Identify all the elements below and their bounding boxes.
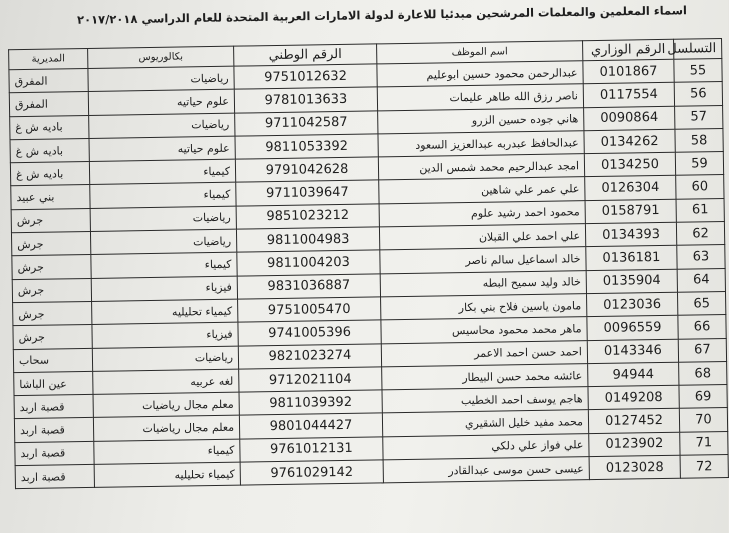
cell-serial: 56	[674, 82, 722, 106]
cell-employee-name: علي عمر علي شاهين	[379, 177, 585, 204]
cell-ministry-number: 0123902	[589, 432, 680, 457]
cell-employee-name: ناصر رزق الله طاهر عليمات	[377, 84, 583, 111]
cell-serial: 67	[678, 338, 726, 362]
cell-directorate: باديه ش غ	[10, 162, 89, 187]
cell-directorate: جرش	[12, 278, 91, 303]
cell-degree: كيمياء تحليليه	[92, 299, 238, 325]
cell-degree: رياضيات	[88, 66, 234, 92]
header-directorate: المديرية	[9, 48, 88, 69]
cell-degree: كيمياء	[90, 183, 236, 209]
cell-employee-name: محمود احمد رشيد علوم	[379, 200, 585, 227]
cell-serial: 65	[677, 291, 725, 315]
cell-directorate: جرش	[11, 232, 90, 257]
cell-national-number: 9811004203	[237, 250, 380, 276]
cell-national-number: 9811039392	[239, 390, 382, 416]
cell-serial: 59	[675, 152, 723, 176]
cell-directorate: قصبة اربد	[15, 441, 94, 466]
cell-ministry-number: 0134250	[584, 152, 675, 177]
cell-degree: كيمياء تحليليه	[94, 462, 240, 488]
cell-national-number: 9801044427	[239, 413, 382, 439]
cell-directorate: قصبة اربد	[14, 418, 93, 443]
cell-serial: 70	[679, 408, 727, 432]
cell-employee-name: احمد حسن احمد الاعمر	[381, 340, 587, 367]
cell-degree: كيمياء	[91, 253, 237, 279]
cell-serial: 58	[675, 128, 723, 152]
header-degree: بكالوريوس	[88, 46, 234, 68]
cell-degree: رياضيات	[90, 229, 236, 255]
cell-directorate: عين الباشا	[14, 371, 93, 396]
cell-directorate: سحاب	[13, 348, 92, 373]
cell-national-number: 9741005396	[238, 320, 381, 346]
cell-ministry-number: 0149208	[588, 385, 679, 410]
cell-degree: رياضيات	[89, 113, 235, 139]
cell-national-number: 9821023274	[238, 343, 381, 369]
cell-serial: 60	[676, 175, 724, 199]
cell-national-number: 9712021104	[239, 367, 382, 393]
cell-serial: 68	[679, 361, 727, 385]
cell-serial: 55	[674, 59, 722, 83]
cell-serial: 66	[678, 315, 726, 339]
cell-employee-name: عبدالحافظ عبدربه عبدالعزيز السعود	[378, 131, 584, 158]
cell-ministry-number: 0126304	[585, 176, 676, 201]
cell-degree: فيزياء	[92, 322, 238, 348]
cell-directorate: باديه ش غ	[10, 138, 89, 163]
cell-ministry-number: 0117554	[583, 83, 674, 108]
header-national-number: الرقم الوطني	[234, 44, 377, 66]
cell-serial: 57	[675, 105, 723, 129]
cell-serial: 61	[676, 198, 724, 222]
cell-national-number: 9781013633	[234, 87, 377, 113]
cell-serial: 64	[677, 268, 725, 292]
cell-employee-name: محمد مفيد خليل الشقيري	[382, 410, 588, 437]
cell-national-number: 9751012632	[234, 64, 377, 90]
cell-degree: كيمياء	[89, 159, 235, 185]
cell-employee-name: علي فواز علي دلكي	[383, 433, 589, 460]
cell-employee-name: خالد وليد سميح البطه	[380, 270, 586, 297]
cell-serial: 63	[677, 245, 725, 269]
cell-degree: علوم حياتيه	[88, 89, 234, 115]
cell-national-number: 9751005470	[238, 297, 381, 323]
cell-degree: معلم مجال رياضيات	[93, 392, 239, 418]
cell-degree: كيمياء	[94, 439, 240, 465]
cell-directorate: جرش	[13, 301, 92, 326]
cell-employee-name: هاجم يوسف احمد الخطيب	[382, 387, 588, 414]
cell-national-number: 9851023212	[236, 204, 379, 230]
header-employee-name: اسم الموظف	[377, 41, 583, 64]
cell-ministry-number: 0123028	[589, 455, 680, 480]
cell-employee-name: ماهر محمد محمود محاسيس	[381, 317, 587, 344]
cell-ministry-number: 0158791	[585, 199, 676, 224]
cell-directorate: المفرق	[9, 92, 88, 117]
cell-degree: لغه عربيه	[93, 369, 239, 395]
cell-directorate: جرش	[11, 208, 90, 233]
cell-national-number: 9761012131	[240, 437, 383, 463]
cell-employee-name: عائشه محمد حسن البيطار	[382, 364, 588, 391]
page-title: اسماء المعلمين والمعلمات المرشحين مبدئيا للاعارة لدولة الامارات العربية المتحدة للعام الدراسي ٢٠١٧/٢٠١٨	[76, 3, 688, 27]
cell-ministry-number: 0136181	[586, 246, 677, 271]
cell-national-number: 9711039647	[236, 180, 379, 206]
cell-national-number: 9711042587	[235, 111, 378, 137]
cell-directorate: بني عبيد	[11, 185, 90, 210]
cell-national-number: 9811053392	[235, 134, 378, 160]
cell-serial: 72	[680, 455, 728, 479]
cell-employee-name: عيسى حسن موسى عبدالقادر	[383, 457, 589, 484]
cell-serial: 62	[676, 222, 724, 246]
cell-national-number: 9791042628	[235, 157, 378, 183]
cell-national-number: 9831036887	[237, 274, 380, 300]
header-ministry-number: الرقم الوزاري	[583, 39, 674, 60]
cell-directorate: جرش	[12, 255, 91, 280]
cell-ministry-number: 0090864	[584, 106, 675, 131]
cell-ministry-number: 94944	[588, 362, 679, 387]
cell-directorate: باديه ش غ	[10, 115, 89, 140]
cell-degree: علوم حياتيه	[89, 136, 235, 162]
cell-serial: 69	[679, 385, 727, 409]
cell-employee-name: خالد اسماعيل سالم ناصر	[380, 247, 586, 274]
cell-employee-name: مامون ياسين فلاح بني بكار	[381, 294, 587, 321]
cell-employee-name: علي احمد علي القبلان	[379, 224, 585, 251]
cell-ministry-number: 0123036	[586, 292, 677, 317]
cell-directorate: قصبة اربد	[15, 464, 94, 489]
cell-directorate: قصبة اربد	[14, 395, 93, 420]
cell-employee-name: هاني جوده حسين الزرو	[378, 107, 584, 134]
cell-ministry-number: 0096559	[587, 315, 678, 340]
cell-serial: 71	[680, 431, 728, 455]
cell-employee-name: امجد عبدالرحيم محمد شمس الدين	[378, 154, 584, 181]
cell-degree: فيزياء	[91, 276, 237, 302]
cell-ministry-number: 0134393	[585, 222, 676, 247]
cell-ministry-number: 0127452	[588, 409, 679, 434]
cell-ministry-number: 0134262	[584, 129, 675, 154]
cell-ministry-number: 0135904	[586, 269, 677, 294]
cell-employee-name: عبدالرحمن محمود حسين ابوعليم	[377, 61, 583, 88]
cell-directorate: المفرق	[9, 68, 88, 93]
cell-degree: رياضيات	[92, 346, 238, 372]
cell-national-number: 9811004983	[236, 227, 379, 253]
cell-national-number: 9761029142	[240, 460, 383, 486]
teachers-table	[8, 38, 729, 490]
cell-ministry-number: 0101867	[583, 59, 674, 84]
cell-directorate: جرش	[13, 325, 92, 350]
cell-ministry-number: 0143346	[587, 339, 678, 364]
header-serial: التسلسل	[674, 39, 722, 60]
cell-degree: معلم مجال رياضيات	[93, 416, 239, 442]
cell-degree: رياضيات	[90, 206, 236, 232]
